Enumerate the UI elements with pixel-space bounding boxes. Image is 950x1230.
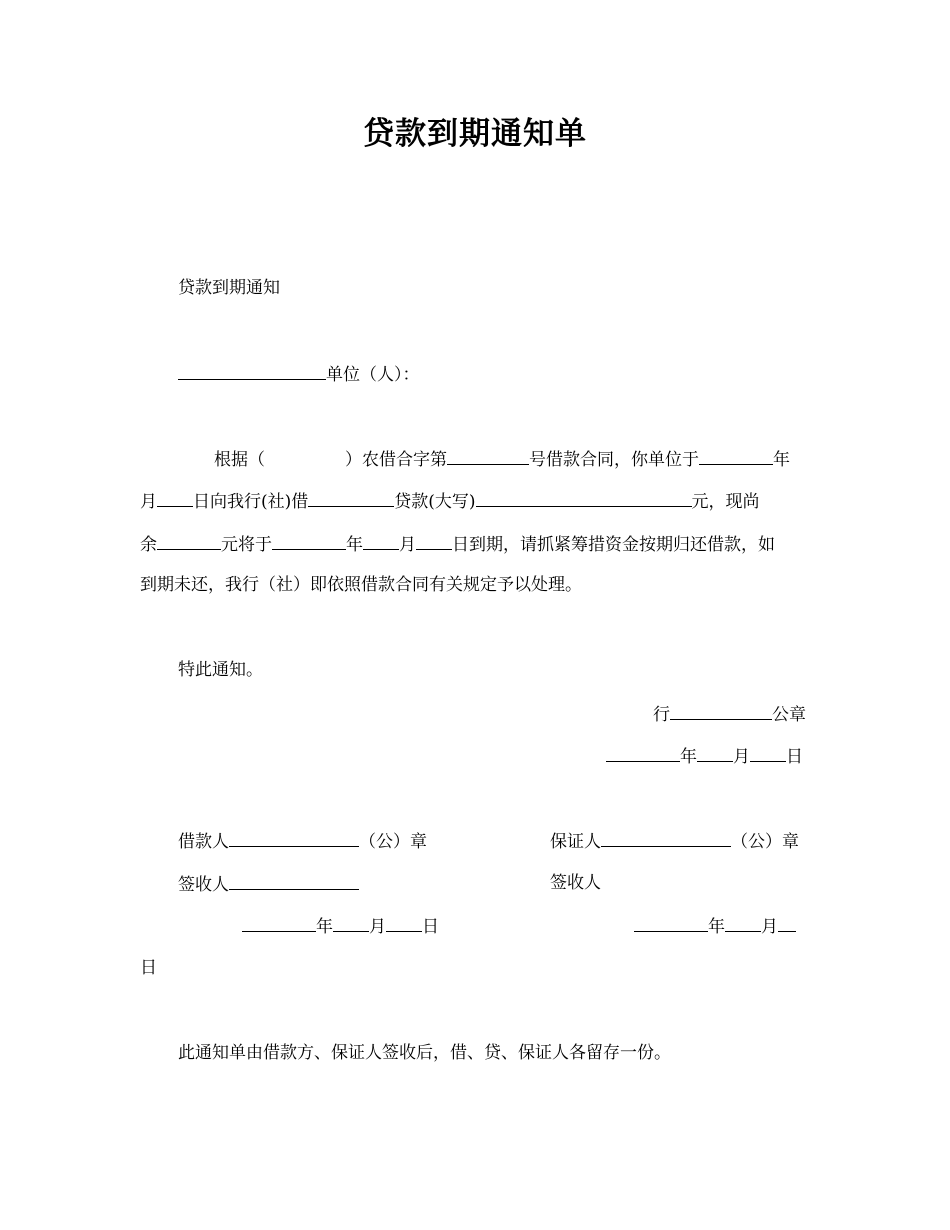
body-text: 月 bbox=[399, 535, 416, 555]
due-year-blank[interactable] bbox=[272, 531, 346, 550]
body-line-4: 到期未还，我行（社）即依照借款合同有关规定予以处理。 bbox=[140, 575, 582, 595]
bank-seal-line bbox=[653, 701, 806, 727]
body-text: ）农借合字第 bbox=[345, 450, 447, 470]
bank-year-blank[interactable] bbox=[606, 743, 680, 762]
body-text: 余 bbox=[140, 535, 157, 555]
borrower-receiver-label: 签收人 bbox=[178, 875, 229, 895]
borrower-seal: （公）章 bbox=[359, 832, 427, 852]
body-text: 元，现尚 bbox=[691, 492, 760, 512]
guarantor-receiver-label: 签收人 bbox=[550, 873, 601, 893]
month-label: 月 bbox=[761, 917, 778, 937]
bank-date-line bbox=[606, 743, 803, 769]
borrower-year-blank[interactable] bbox=[242, 913, 316, 932]
guarantor-month-blank[interactable] bbox=[725, 913, 761, 932]
notice-heading: 贷款到期通知 bbox=[178, 278, 280, 298]
document-title: 贷款到期通知单 bbox=[363, 116, 587, 152]
contract-number-blank[interactable] bbox=[447, 446, 529, 465]
bank-seal-suffix: 公章 bbox=[772, 705, 806, 725]
borrower-receiver-blank[interactable] bbox=[229, 871, 359, 890]
body-line-3 bbox=[140, 531, 775, 557]
loan-amount-blank[interactable] bbox=[476, 488, 692, 507]
remaining-amount-blank[interactable] bbox=[157, 531, 221, 550]
body-text: 年 bbox=[773, 450, 790, 470]
body-text: 月 bbox=[140, 492, 157, 512]
bank-month-blank[interactable] bbox=[697, 743, 733, 762]
borrower-day-blank[interactable] bbox=[386, 913, 422, 932]
body-text: 贷款(大写) bbox=[394, 492, 476, 512]
body-text: 元将于 bbox=[221, 535, 272, 555]
loan-month-blank[interactable] bbox=[157, 488, 193, 507]
guarantor-day-label-wrap: 日 bbox=[140, 958, 157, 978]
guarantor-name-blank[interactable] bbox=[601, 828, 731, 847]
borrower-receiver-line bbox=[178, 871, 359, 897]
borrower-label: 借款人 bbox=[178, 832, 229, 852]
body-text: 年 bbox=[346, 535, 363, 555]
month-label: 月 bbox=[733, 747, 750, 767]
guarantor-seal: （公）章 bbox=[731, 832, 799, 852]
due-day-blank[interactable] bbox=[416, 531, 452, 550]
bank-day-blank[interactable] bbox=[750, 743, 786, 762]
footnote-text: 此通知单由借款方、保证人签收后，借、贷、保证人各留存一份。 bbox=[178, 1043, 671, 1063]
month-label: 月 bbox=[369, 917, 386, 937]
day-label: 日 bbox=[786, 747, 803, 767]
due-month-blank[interactable] bbox=[363, 531, 399, 550]
bank-name-blank[interactable] bbox=[670, 701, 772, 720]
addressee-blank[interactable] bbox=[178, 361, 326, 380]
bank-seal-prefix: 行 bbox=[653, 705, 670, 725]
loan-type-blank[interactable] bbox=[308, 488, 394, 507]
body-text: 根据（ bbox=[214, 450, 265, 470]
year-label: 年 bbox=[680, 747, 697, 767]
body-text: 日到期，请抓紧筹措资金按期归还借款，如 bbox=[452, 535, 775, 555]
addressee-line bbox=[178, 361, 420, 387]
addressee-suffix: 单位（人）： bbox=[326, 365, 420, 385]
body-line-1 bbox=[214, 446, 790, 472]
year-label: 年 bbox=[708, 917, 725, 937]
borrower-date-line bbox=[242, 913, 439, 939]
day-label: 日 bbox=[422, 917, 439, 937]
borrower-seal-line bbox=[178, 828, 427, 854]
guarantor-seal-line bbox=[550, 828, 799, 854]
year-label: 年 bbox=[316, 917, 333, 937]
guarantor-receiver-line bbox=[550, 871, 601, 895]
loan-year-blank[interactable] bbox=[699, 446, 773, 465]
body-text: 日向我行(社)借 bbox=[193, 492, 309, 512]
closing-text: 特此通知。 bbox=[178, 660, 263, 680]
borrower-month-blank[interactable] bbox=[333, 913, 369, 932]
guarantor-label: 保证人 bbox=[550, 832, 601, 852]
body-line-2 bbox=[140, 488, 760, 514]
guarantor-date-line bbox=[634, 913, 796, 939]
body-text: 号借款合同，你单位于 bbox=[529, 450, 699, 470]
borrower-name-blank[interactable] bbox=[229, 828, 359, 847]
guarantor-year-blank[interactable] bbox=[634, 913, 708, 932]
guarantor-day-blank[interactable] bbox=[778, 913, 796, 932]
